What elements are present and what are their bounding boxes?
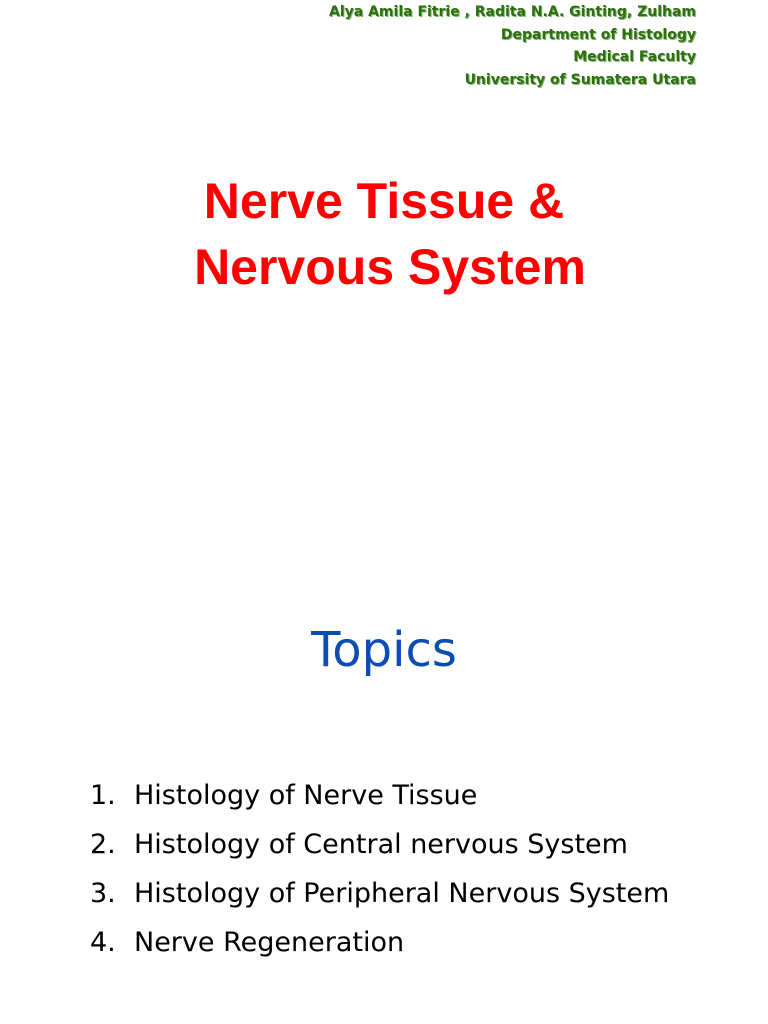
author-block: [329, 1, 696, 91]
department-name: Department of Histology: [500, 26, 696, 43]
list-item-number: 3.: [90, 878, 116, 909]
list-item: [90, 918, 669, 967]
title-line-2: Nervous System: [194, 239, 586, 295]
list-item: [90, 820, 669, 869]
list-item-number: 4.: [90, 927, 116, 958]
list-item: [90, 869, 669, 918]
list-item-number: 2.: [90, 829, 116, 860]
topics-heading: Topics: [311, 622, 457, 678]
title-line-1: Nerve Tissue &: [203, 173, 565, 229]
topic-list: [90, 771, 669, 967]
university-name: University of Sumatera Utara: [464, 71, 696, 88]
list-item-text: Histology of Central nervous System: [134, 829, 628, 860]
author-names: Alya Amila Fitrie , Radita N.A. Ginting, Zulham: [329, 4, 696, 20]
list-item-text: Nerve Regeneration: [134, 927, 405, 958]
presentation-title: [0, 168, 768, 300]
topics-slide: [0, 576, 768, 1024]
list-item-number: 1.: [90, 780, 116, 811]
faculty-name: Medical Faculty: [573, 49, 696, 65]
list-item-text: Histology of Nerve Tissue: [134, 780, 478, 811]
list-item-text: Histology of Peripheral Nervous System: [134, 878, 670, 909]
list-item: [90, 771, 669, 820]
